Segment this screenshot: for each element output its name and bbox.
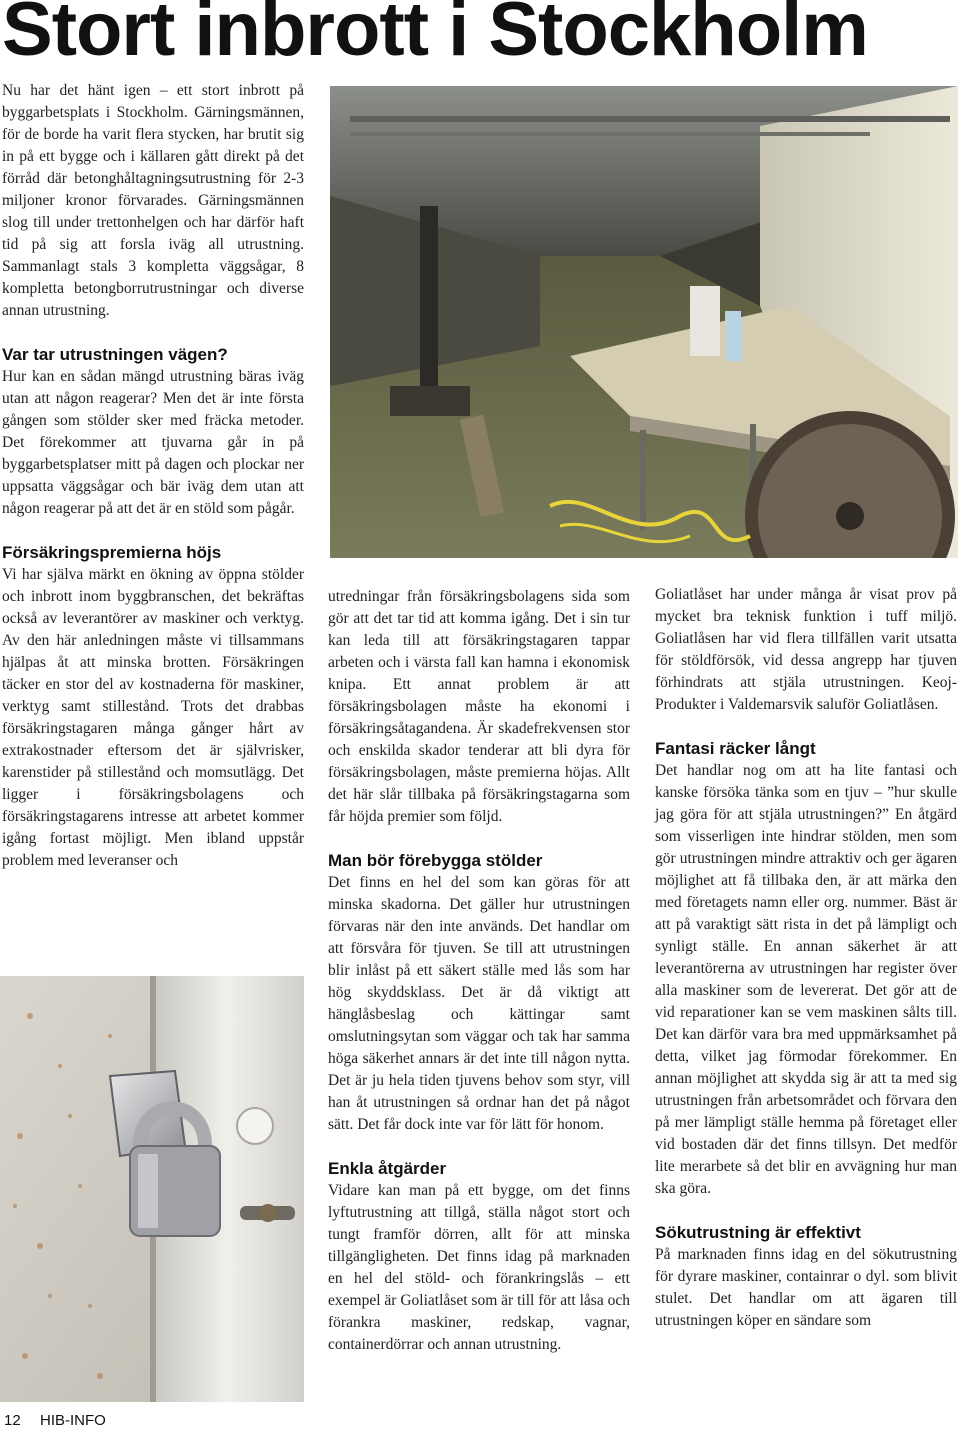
paragraph-fantasi: Det handlar nog om att ha lite fantasi och kanske försöka tänka som en tjuv – ”hur skulle jag göra för att stjäla utrustningen?” En åtgärd som visserligen inte hindrar stölden, men som gör utrustningen mindre attraktiv och ger ägaren möjlighet att få tillbaka den, är att märka den med företagets namn eller org. nummer. Bäst är att på varaktigt sätt rista in det på lämpligt och synligt ställe. En annan säkerhet är att leverantörerna av utrustningen har register över alla maskiner som de levererat. Det gör att de vid reparationer kan se vem maskinen sålts till. Det kan därför vara bra med uppmärksamhet på detta, vilket jag förmodar förekommer. En annan möjlighet att skydda sig är att ta med sig utrustningen från arbetsområdet och förvara den på mer lämpligt ställe hemma på företaget eller vid bostaden där det finns tillsyn. Det medför lite merarbete så det blir en avvägning hur man ska göra.	[655, 762, 957, 1197]
workshop-photo	[330, 86, 958, 558]
paragraph-premier-2: utredningar från försäkringsbolagens sida som gör att det tar tid att komma igång. Det i sin tur kan leda till att försäkringstagaren tappar arbeten och i värsta fall kan hamna i ekonomisk knipa. Ett annat problem är att försäkringsbolagen måste ha ekonomi i försäkringsåtagandena. Är skadefrekvensen stor och enskilda skador tenderar att bli dyra för försäkringsbolagen, måste premierna höjas. Allt det här slår tillbaka på försäkringstagarna som får höjda premier som följd.	[328, 588, 630, 825]
heading-enkla: Enkla åtgärder	[328, 1159, 447, 1178]
paragraph-premier-1: Vi har själva märkt en ökning av öppna stölder och inbrott inom byggbranschen, det bekräftas också av leverantörer av maskiner och verktyg. Av den här anledningen måste vi tillsammans hjälpas åt att minska brotten. Försäkringen täcker en stor del av kostnaderna för maskiner, verktyg samt stillestånd. Trots det drabbas försäkringstagaren många gånger hårt av extrakostnader eftersom det är självrisker, karenstider på stillestånd och momsutlägg. Det ligger i försäkringsbolagens och försäkringstagarens intresse att arbetet kommer igång fortast möjligt. Men ibland uppstår problem med leveranser och	[2, 566, 304, 869]
intro-paragraph: Nu har det hänt igen – ett stort inbrott på byggarbetsplats i Stockholm. Gärningsmännen, för de borde ha varit flera stycken, har brutit sig in på ett bygge och i källaren gått direkt på det förråd där betonghåltagningsutrustning för 2-3 miljoner kronor förvarades. Gärningsmännen slog till under trettonhelgen och har därför haft tid på sig att forsla iväg all utrustning. Sammanlagt stals 3 kompletta väggsågar, 8 kompletta betongborrutrustningar och diverse annan utrustning.	[2, 82, 304, 319]
publication-name: HIB-INFO	[40, 1412, 106, 1429]
page-number: 12	[4, 1412, 21, 1429]
paragraph-sok: På marknaden finns idag en del sökutrustning för dyrare maskiner, containrar o dyl. som blivit stulet. Det handlar om att ägaren till utrustningen köper en sändare som	[655, 1246, 957, 1329]
heading-premier: Försäkringspremierna höjs	[2, 543, 222, 562]
column-1	[2, 80, 304, 872]
heading-sok: Sökutrustning är effektivt	[655, 1223, 861, 1242]
paragraph-forebygga: Det finns en hel del som kan göras för att minska skadorna. Det gäller hur utrustningen förvaras när den inte används. Det handlar om att försvåra för tjuven. Se till att utrustningen blir inlåst på ett säkert ställe med lås som har hög skyddsklass. Det är då viktigt att hänglåsbeslag och kättingar samt omslutningsytan som väggar och tak har samma höga säkerhet annars är det inte till någon nytta. Det är ju hela tiden tjuvens behov som styr, vill han åt utrustningen så ordnar han det på något sätt. Det får dock inte var för lätt för honom.	[328, 874, 630, 1133]
heading-fantasi: Fantasi räcker långt	[655, 739, 816, 758]
article-title: Stort inbrott i Stockholm	[2, 0, 868, 72]
heading-forebygga: Man bör förebygga stölder	[328, 851, 543, 870]
padlock-photo	[0, 976, 304, 1402]
paragraph-goliat: Goliatlåset har under många år visat prov på mycket bra teknisk funktion i tuff miljö. Goliatlåsen har vid flera tillfällen varit utsatta för stöldförsök, vid dessa angrepp har tjuven förhindrats att stjäla utrustningen. Keoj-Produkter i Valdemarsvik saluför Goliatlåsen.	[655, 586, 957, 713]
column-3	[655, 584, 957, 1332]
paragraph-var-tar: Hur kan en sådan mängd utrustning bäras iväg utan att någon reagerar? Men det är inte första gången som stölder sker med fräcka metoder. Det förekommer att tjuvarna går in på byggarbetsplatser mitt på dagen och plockar ner uppsatta väggsågar och bär iväg dem utan att någon reagerar på att det är en stöld som pågår.	[2, 368, 304, 517]
heading-var-tar: Var tar utrustningen vägen?	[2, 345, 228, 364]
paragraph-enkla: Vidare kan man på ett bygge, om det finns lyftutrustning att tillgå, ställa något stort och tungt framför dörren, allt för att minska tillgängligheten. Det finns idag på marknaden en hel del stöld- och förankringslås – ett exempel är Goliatlåset som är till för att låsa och förankra maskiner, redskap, vagnar, containerdörrar och annan utrustning.	[328, 1182, 630, 1353]
column-2	[328, 586, 630, 1356]
